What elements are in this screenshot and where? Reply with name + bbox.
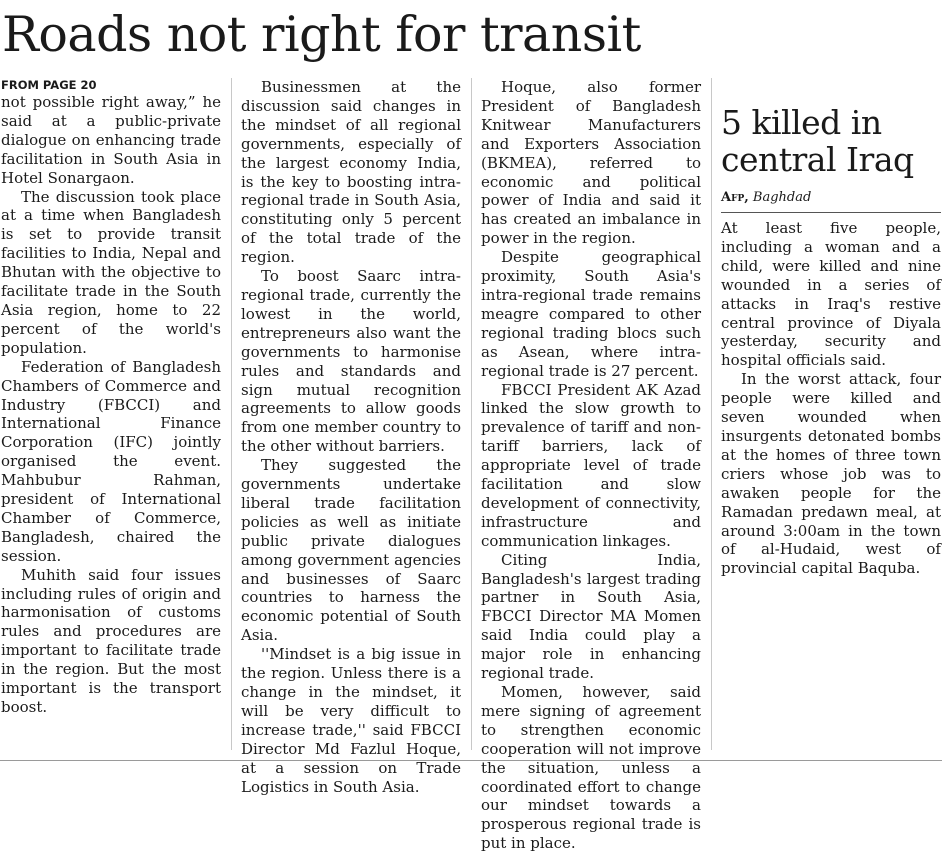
main-story-paragraph: To boost Saarc intra-regional trade, currently the lowest in the world, entrepreneurs also want the governments to harmonise rules and standards and sign mutual recognition agreements to allow goods from one member country to the other without barriers. (241, 267, 461, 456)
main-story-paragraph: They suggested the governments undertake liberal trade facilitation policies as well as initiate public private dialogues among government agencies and businesses of Saarc countries to harness the economic potential of South Asia. (241, 456, 461, 645)
column-divider (711, 78, 712, 750)
main-story-paragraph: The discussion took place at a time when Bangladesh is set to provide transit facilities to India, Nepal and Bhutan with the objective to facilitate trade in the South Asia region, home to 22 percent of the world's population. (1, 187, 221, 357)
main-story-paragraph: Hoque, also former President of Bangladesh Knitwear Manufacturers and Exporters Association (BKMEA), referred to economic and political power of India and said it has created an imbalance in power in the region. (481, 78, 701, 248)
main-story-column-3 (481, 78, 701, 853)
byline-agency: Afp, (721, 190, 749, 205)
main-story-paragraph: not possible right away,” he said at a public-private dialogue on enhancing trade facilitation in South Asia in Hotel Sonargaon. (1, 93, 221, 187)
main-headline: Roads not right for transit (2, 6, 641, 63)
main-story-paragraph: ''Mindset is a big issue in the region. Unless there is a change in the mindset, it will be very difficult to increase trade,'' said FBCCI Director Md Fazlul Hoque, at a session on Trade Logistics in South Asia. (241, 645, 461, 796)
continuation-kicker: FROM PAGE 20 (1, 78, 97, 92)
bottom-rule (0, 760, 942, 761)
main-story-column-1 (1, 78, 221, 717)
main-story-paragraph: Federation of Bangladesh Chambers of Commerce and Industry (FBCCI) and International Finance Corporation (IFC) jointly organised the event. Mahbubur Rahman, president of International Chamber of Commerce, Bangladesh, chaired the session. (1, 357, 221, 565)
side-story-headline: 5 killed in central Iraq (721, 103, 914, 179)
main-story-paragraph: Businessmen at the discussion said changes in the mindset of all regional governments, especially of the largest economy India, is the key to boosting intra-regional trade in South Asia, constituting only 5 percent of the total trade of the region. (241, 78, 461, 267)
side-story-column (721, 78, 941, 578)
main-story-paragraph: FBCCI President AK Azad linked the slow growth to prevalence of tariff and non-tariff barriers, lack of appropriate level of trade facilitation and slow development of connectivity, infrastructure and communication linkages. (481, 380, 701, 550)
main-story-paragraph: Despite geographical proximity, South Asia's intra-regional trade remains meagre compared to other regional trading blocs such as Asean, where intra-regional trade is 27 percent. (481, 248, 701, 380)
side-story-paragraph: In the worst attack, four people were killed and seven wounded when insurgents detonated bombs at the homes of three town criers whose job was to awaken people for the Ramadan predawn meal, at around 3:00am in the town of al-Hudaid, west of provincial capital Baquba. (721, 370, 941, 578)
byline-dateline: Baghdad (752, 190, 812, 205)
column-divider (231, 78, 232, 750)
side-story-paragraph: At least five people, including a woman and a child, were killed and nine wounded in a series of attacks in Iraq's restive central province of Diyala yesterday, security and hospital officials said. (721, 219, 941, 370)
main-story-paragraph: Citing India, Bangladesh's largest trading partner in South Asia, FBCCI Director MA Momen said India could play a major role in enhancing regional trade. (481, 550, 701, 683)
main-story-paragraph: Momen, however, said mere signing of agreement to strengthen economic cooperation will not improve the situation, unless a coordinated effort to change our mindset towards a prosperous regional trade is put in place. (481, 683, 701, 853)
column-divider (471, 78, 472, 750)
side-story-byline (721, 190, 941, 213)
main-story-paragraph: Muhith said four issues including rules of origin and harmonisation of customs rules and procedures are important to facilitate trade in the region. But the most important is the transport boost. (1, 565, 221, 716)
main-story-column-2 (241, 78, 461, 796)
